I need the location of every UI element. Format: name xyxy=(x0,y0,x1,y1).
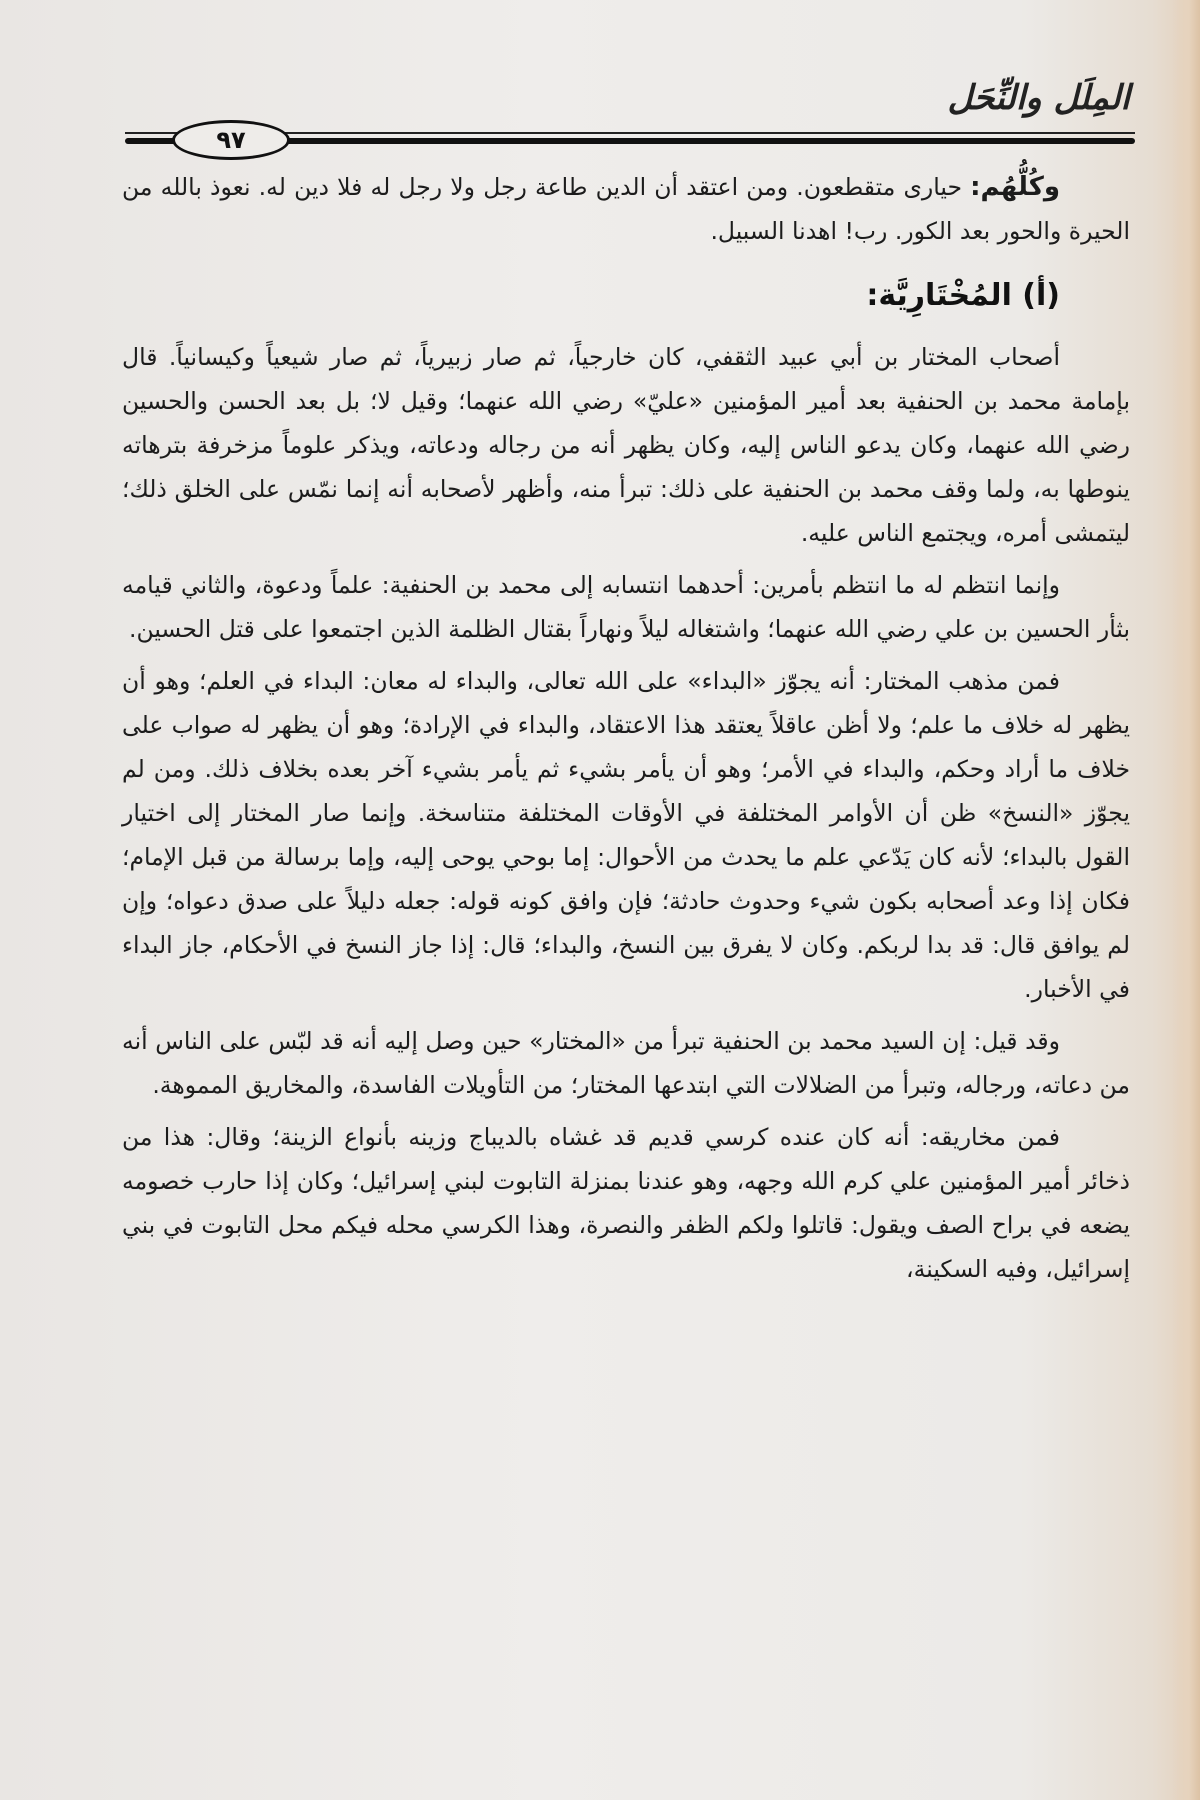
intro-paragraph xyxy=(122,165,1130,253)
page-number-badge xyxy=(172,120,290,160)
section-heading-mukhtariyya: (أ) المُخْتَارِيَّة: xyxy=(866,278,1060,313)
paragraph: وقد قيل: إن السيد محمد بن الحنفية تبرأ من «المختار» حين وصل إليه أنه قد لبّس على الناس أنه من دعاته، ورجاله، وتبرأ من الضلالات التي ابتدعها المختار؛ من التأويلات الفاسدة، والمخاريق المموهة. xyxy=(122,1027,1130,1099)
intro-lead-word: وكُلُّهُم: xyxy=(970,172,1060,202)
page-number: ٩٧ xyxy=(216,126,246,154)
intro-text: حيارى متقطعون. ومن اعتقد أن الدين طاعة رجل ولا رجل له فلا دين له. نعوذ بالله من الحيرة والحور بعد الكور. رب! اهدنا السبيل. xyxy=(122,173,1130,245)
paragraph: فمن مخاريقه: أنه كان عنده كرسي قديم قد غشاه بالديباج وزينه بأنواع الزينة؛ وقال: هذا من ذخائر أمير المؤمنين علي كرم الله وجهه، وهو عندنا بمنزلة التابوت لبني إسرائيل؛ وكان إذا حارب خصومه يضعه في براح الصف ويقول: قاتلوا ولكم الظفر والنصرة، وهذا الكرسي محله فيكم محل التابوت في بني إسرائيل، وفيه السكينة، xyxy=(122,1123,1130,1283)
page-body-text xyxy=(122,165,1130,1299)
paragraph: أصحاب المختار بن أبي عبيد الثقفي، كان خارجياً، ثم صار زبيرياً، ثم صار شيعياً وكيسانياً. قال بإمامة محمد بن الحنفية بعد أمير المؤمنين «عليّ» رضي الله عنهما؛ وقيل لا؛ بل بعد الحسن والحسين رضي الله عنهما، وكان يدعو الناس إليه، وكان يظهر أنه من رجاله ودعاته، ويذكر علوماً مزخرفة بترهاته ينوطها به، ولما وقف محمد بن الحنفية على ذلك: تبرأ منه، وأظهر لأصحابه أنه إنما نمّس على الخلق ذلك؛ ليتمشى أمره، ويجتمع الناس عليه. xyxy=(122,343,1130,547)
paragraph: فمن مذهب المختار: أنه يجوّز «البداء» على الله تعالى، والبداء له معان: البداء في العلم؛ وهو أن يظهر له خلاف ما علم؛ ولا أظن عاقلاً يعتقد هذا الاعتقاد، والبداء في الإرادة؛ وهو أن يظهر له صواب على خلاف ما أراد وحكم، والبداء في الأمر؛ وهو أن يأمر بشيء ثم يأمر بشيء آخر بعده بخلاف ذلك. ومن لم يجوّز «النسخ» ظن أن الأوامر المختلفة في الأوقات المختلفة متناسخة. وإنما صار المختار إلى اختيار القول بالبداء؛ لأنه كان يَدّعي علم ما يحدث من الأحوال: إما بوحي يوحى إليه، وإما برسالة من قبل الإمام؛ فكان إذا وعد أصحابه بكون شيء وحدوث حادثة؛ فإن وافق كونه قوله: جعله دليلاً على صدق دعواه؛ وإن لم يوافق قال: قد بدا لربكم. وكان لا يفرق بين النسخ، والبداء؛ قال: إذا جاز النسخ في الأحكام، جاز البداء في الأخبار. xyxy=(122,667,1130,1003)
page-edge-shadow xyxy=(1172,0,1200,1800)
running-header-title: المِلَل والنِّحَل xyxy=(947,78,1130,118)
paragraph: وإنما انتظم له ما انتظم بأمرين: أحدهما انتسابه إلى محمد بن الحنفية: علماً ودعوة، والثاني قيامه بثأر الحسين بن علي رضي الله عنهما؛ واشتغاله ليلاً ونهاراً بقتال الظلمة الذين اجتمعوا على قتل الحسين. xyxy=(122,571,1130,643)
